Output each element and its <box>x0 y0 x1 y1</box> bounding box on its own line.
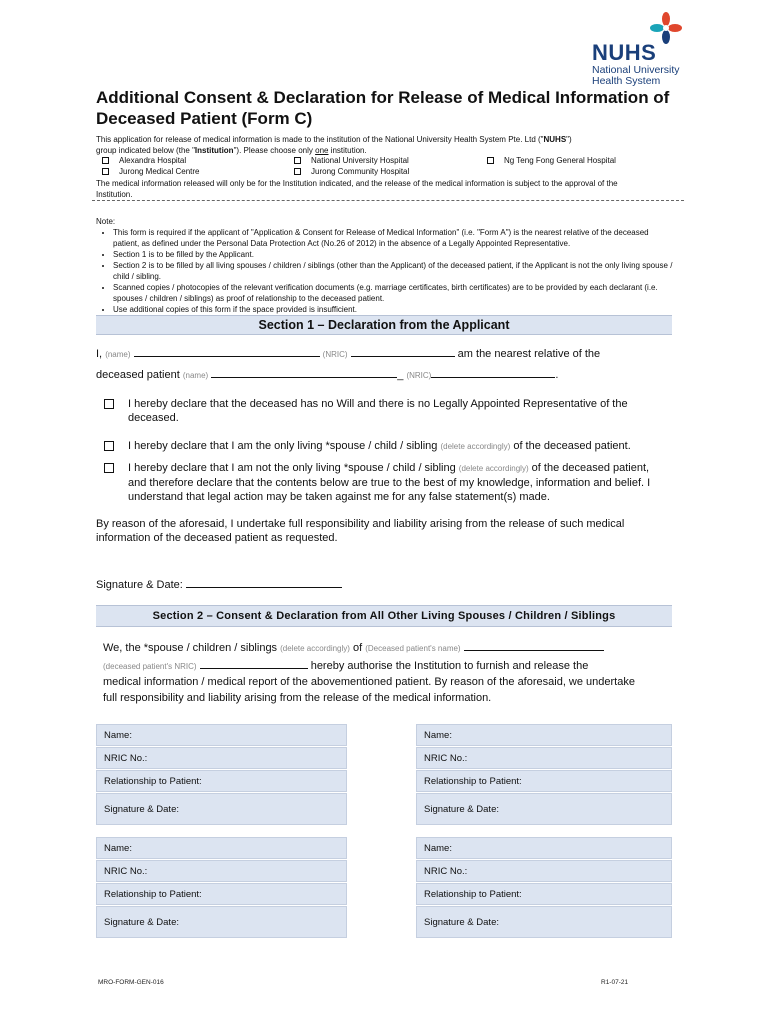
signatory4-nric-field[interactable]: NRIC No.: <box>416 860 672 882</box>
signatory2-signature-field[interactable]: Signature & Date: <box>416 793 672 825</box>
signatory2-nric-field[interactable]: NRIC No.: <box>416 747 672 769</box>
list-item: • Section 2 is to be filled by all living spouses / children / siblings (other than the Applicant) of the deceased patient, if the Applicant is not the only living spouse / child / sibling. <box>113 260 676 282</box>
intro-paragraph <box>96 134 656 156</box>
responsibility-statement: By reason of the aforesaid, I undertake full responsibility and liability arising from the release of such medical information of the deceased patient as requested. <box>96 518 625 544</box>
checkbox-icon[interactable] <box>104 441 114 451</box>
logo-subtitle-line2: Health System <box>592 75 661 87</box>
logo-subtitle <box>592 65 692 87</box>
signatory3-signature-field[interactable]: Signature & Date: <box>96 906 347 938</box>
signatory3-nric-field[interactable]: NRIC No.: <box>96 860 347 882</box>
section1-line2: deceased patient (name) _ (NRIC) . <box>96 369 559 381</box>
declaration-no-will: I hereby declare that the deceased has no Will and there is no Legally Appointed Representative of the deceased. <box>104 397 669 425</box>
signatory3-name-field[interactable]: Name: <box>96 837 347 859</box>
form-revision: R1-07-21 <box>601 979 629 986</box>
logo-brand: NUHS <box>592 40 657 65</box>
institution-option-alexandra[interactable]: Alexandra Hospital <box>102 156 186 165</box>
form-code: MRO-FORM-GEN-016 <box>98 979 164 986</box>
deceased-nric-field[interactable] <box>431 367 555 378</box>
checkbox-icon[interactable] <box>102 168 109 175</box>
section1-signature-line: Signature & Date: <box>96 577 342 592</box>
list-item: • This form is required if the applicant of "Application & Consent for Release of Medical Information" (i.e. "Form A") is the nearest relative of the deceased patient, as defined under the Personal Data Protection Act (No.26 of 2012) in the absence of a Legally Appointed Representative. <box>113 227 676 249</box>
notes-label: Note: <box>96 217 116 226</box>
section2-line3: medical information / medical report of the abovementioned patient. By reason of the aforesaid, we undertake <box>103 676 635 688</box>
deceased-name-field[interactable] <box>211 367 397 378</box>
form-title-line1: Additional Consent & Declaration for Release of Medical Information of <box>96 88 670 107</box>
institution-option-ntfgh[interactable]: Ng Teng Fong General Hospital <box>487 156 616 165</box>
checkbox-icon[interactable] <box>487 157 494 164</box>
institution-option-nuh[interactable]: National University Hospital <box>294 156 409 165</box>
applicant-signature-field[interactable] <box>186 577 342 588</box>
declaration-not-only-relative: I hereby declare that I am not the only living *spouse / child / sibling (delete accordingly) of the deceased patient, and therefore declare that the contents below are true to the best of my knowledge, information and belief. I understand that legal action may be taken against me for any false statement(s) made. <box>104 461 669 504</box>
checkbox-icon[interactable] <box>294 157 301 164</box>
release-note: The medical information released will only be for the Institution indicated, and the release of the medical information is subject to the approval of the Institution. <box>96 179 618 199</box>
deceased-nric-field-s2[interactable] <box>200 658 308 669</box>
section2-line4: full responsibility and liability arising from the release of the medical information. <box>103 692 492 704</box>
list-item: • Use additional copies of this form if the space provided is insufficient. <box>113 304 676 315</box>
list-item: • Section 1 is to be filled by the Applicant. <box>113 249 676 260</box>
checkbox-icon[interactable] <box>294 168 301 175</box>
signatory4-relationship-field[interactable]: Relationship to Patient: <box>416 883 672 905</box>
form-title-line2: Deceased Patient (Form C) <box>96 109 313 128</box>
section1-heading: Section 1 – Declaration from the Applicant <box>96 315 672 335</box>
signatory1-name-field[interactable]: Name: <box>96 724 347 746</box>
signatory4-name-field[interactable]: Name: <box>416 837 672 859</box>
logo-subtitle-line1: National University <box>592 64 680 76</box>
signatory1-signature-field[interactable]: Signature & Date: <box>96 793 347 825</box>
declaration-only-relative: I hereby declare that I am the only living *spouse / child / sibling (delete accordingly) of the deceased patient. <box>104 439 669 454</box>
signatory1-relationship-field[interactable]: Relationship to Patient: <box>96 770 347 792</box>
institution-option-jch[interactable]: Jurong Community Hospital <box>294 167 409 176</box>
signatory2-relationship-field[interactable]: Relationship to Patient: <box>416 770 672 792</box>
notes-block <box>96 216 676 315</box>
checkbox-icon[interactable] <box>102 157 109 164</box>
signatory4-signature-field[interactable]: Signature & Date: <box>416 906 672 938</box>
signatory3-relationship-field[interactable]: Relationship to Patient: <box>96 883 347 905</box>
list-item: • Scanned copies / photocopies of the relevant verification documents (e.g. marriage certificates, birth certificates) are to be provided by each declarant (i.e. spouses / children / siblings) as proof of relationship to the deceased patient. <box>113 282 676 304</box>
institution-option-jmc[interactable]: Jurong Medical Centre <box>102 167 199 176</box>
form-title <box>96 87 696 129</box>
deceased-name-field-s2[interactable] <box>464 640 604 651</box>
applicant-name-field[interactable] <box>134 346 320 357</box>
intro-line2: group indicated below (the "Institution"). Please choose only one institution. <box>96 146 367 155</box>
nuhs-logo <box>588 10 688 90</box>
checkbox-icon[interactable] <box>104 399 114 409</box>
notes-list <box>96 227 676 315</box>
intro-line1: This application for release of medical information is made to the institution of the National University Health System Pte. Ltd ("NUHS") <box>96 135 572 144</box>
signatory1-nric-field[interactable]: NRIC No.: <box>96 747 347 769</box>
section2-line2: (deceased patient's NRIC) hereby authorise the Institution to furnish and release the <box>103 660 589 672</box>
signatory2-name-field[interactable]: Name: <box>416 724 672 746</box>
checkbox-icon[interactable] <box>104 463 114 473</box>
section2-line1: We, the *spouse / children / siblings (delete accordingly) of (Deceased patient's name) <box>103 640 668 656</box>
applicant-nric-field[interactable] <box>351 346 455 357</box>
section1-line1: I, (name) (NRIC) am the nearest relative of the <box>96 348 601 360</box>
dashed-divider <box>92 200 684 201</box>
section2-heading: Section 2 – Consent & Declaration from All Other Living Spouses / Children / Siblings <box>96 605 672 627</box>
